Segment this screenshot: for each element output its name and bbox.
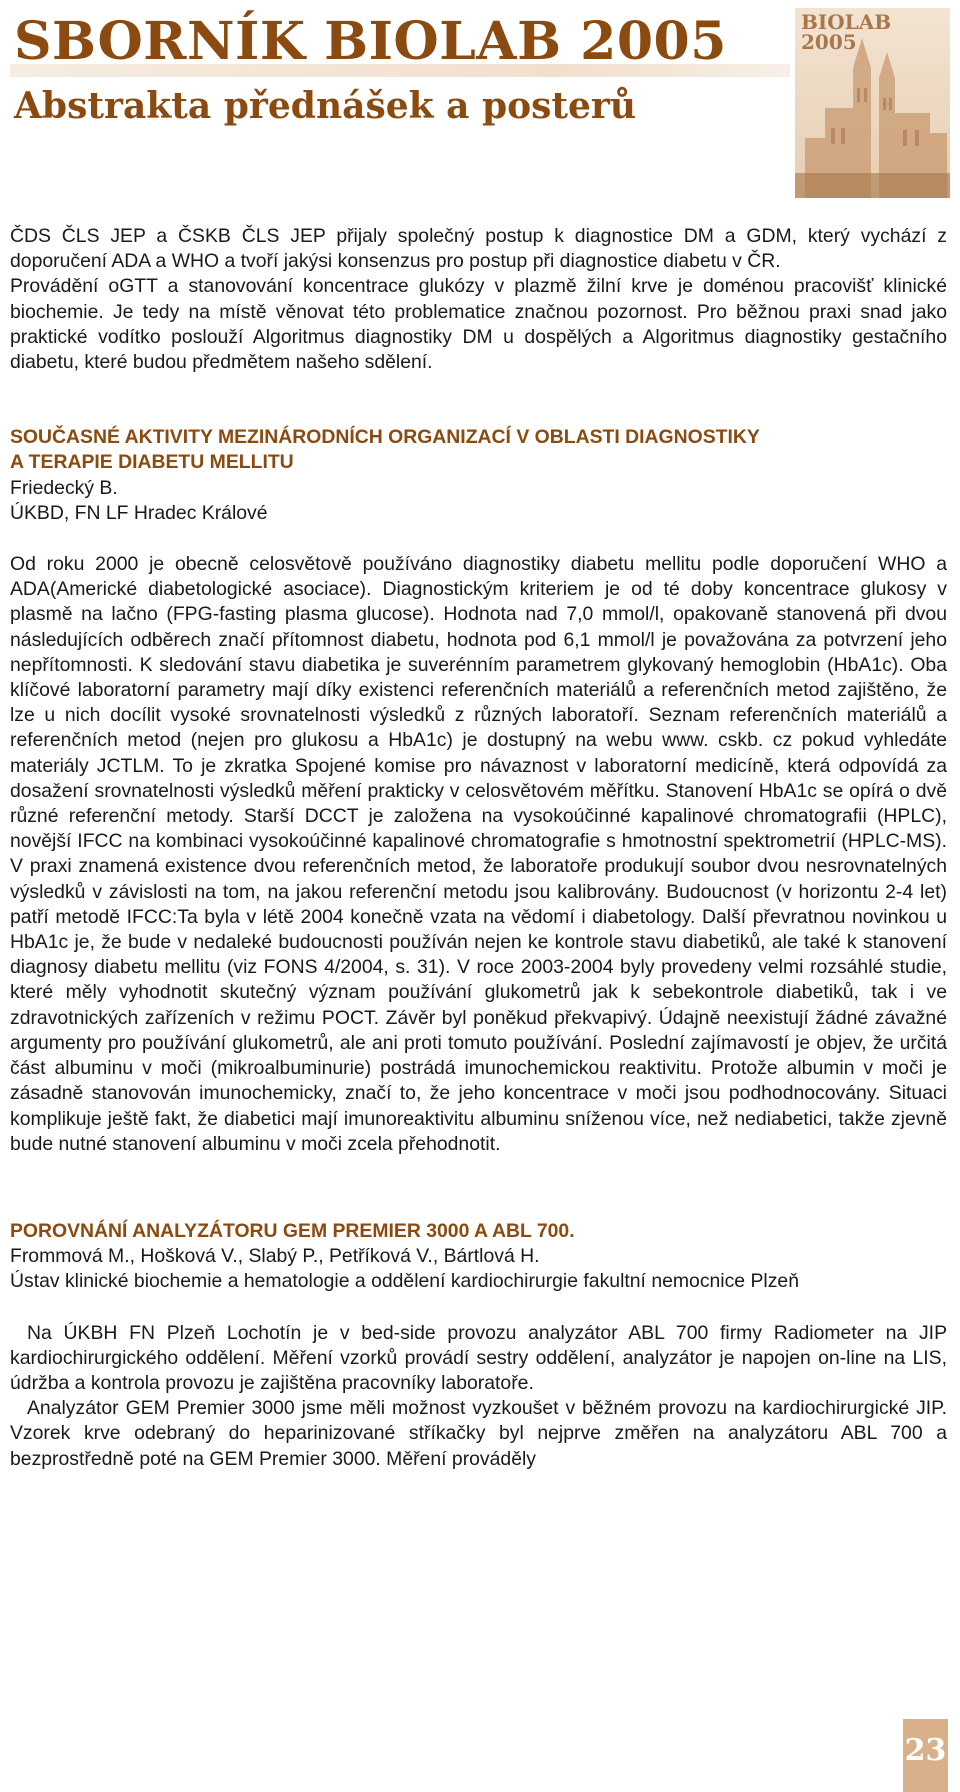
section1-title-line1: SOUČASNÉ AKTIVITY MEZINÁRODNÍCH ORGANIZACÍ V OBLASTI DIAGNOSTIKY: [10, 426, 760, 449]
section2-paragraph-1: Na ÚKBH FN Plzeň Lochotín je v bed-side provozu analyzátor ABL 700 firmy Radiometer na JIP kardiochirurgického oddělení. Měření vzorků provádí sestry oddělení, analyzátor je napojen on-line na LIS, údržba a kontrola provozu je zajištěna pracovníky laboratoře.: [10, 1321, 947, 1394]
section1-title: [10, 425, 947, 475]
page-subtitle: Abstrakta přednášek a posterů: [14, 85, 637, 127]
section2-paragraph-2: Analyzátor GEM Premier 3000 jsme měli možnost vyzkoušet v běžném provozu na kardiochirurgické JIP. Vzorek krve odebraný do heparinizované stříkačky byl nejprve změřen na analyzátoru ABL 700 a bezprostředně poté na GEM Premier 3000. Měření prováděly: [10, 1397, 947, 1470]
section1-affiliation: ÚKBD, FN LF Hradec Králové: [10, 501, 268, 524]
section-spacer: [10, 526, 947, 552]
page-title: SBORNÍK BIOLAB 2005: [14, 11, 727, 72]
page-number-tab: [903, 1719, 948, 1792]
section1-title-line2: A TERAPIE DIABETU MELLITU: [10, 451, 294, 474]
section2-authors: Frommová M., Hošková V., Slabý P., Petříková V., Bártlová H.: [10, 1245, 540, 1268]
section2-title: POROVNÁNÍ ANALYZÁTORU GEM PREMIER 3000 A ABL 700.: [10, 1219, 575, 1242]
intro-paragraph-1: ČDS ČLS JEP a ČSKB ČLS JEP přijaly společný postup k diagnostice DM a GDM, který vychází z doporučení ADA a WHO a tvoří jakýsi konsenzus pro postup při diagnostice diabetu v ČR.: [10, 225, 947, 273]
section-spacer: [10, 375, 947, 425]
section2-affiliation: Ústav klinické biochemie a hematologie a oddělení kardiochirurgie fakultní nemocnice Plzeň: [10, 1270, 799, 1293]
document-body: [10, 224, 947, 1472]
intro-paragraph-2: Provádění oGTT a stanovování koncentrace glukózy v plazmě žilní krve je doménou pracovišť klinické biochemie. Je tedy na místě věnovat této problematice značnou pozornost. Pro běžnou praxi snad jako praktické vodítko poslouží Algoritmus diagnostiky DM u dospělých a Algoritmus diagnostiky gestačního diabetu, které budou předmětem našeho sdělení.: [10, 275, 947, 374]
section1-body: Od roku 2000 je obecně celosvětově používáno diagnostiky diabetu mellitu podle doporučení WHO a ADA(Americké diabetologické asociace). Diagnostickým kriteriem je od té doby koncentrace glukosy v plasmě na lačno (FPG-fasting plasma glucose). Hodnota nad 7,0 mmol/l, opakovaně stanovená při dvou následujících odběrech značí přítomnost diabetu, hodnota pod 6,1 mmol/l je považována za potvrzení jeho nepřítomnosti. K sledování stavu diabetika je suverénním parametrem glykovaný hemoglobin (HbA1c). Oba klíčové laboratorní parametry mají díky existenci referenčních materiálů a referenčních metod zajištěno, že lze u nich docílit vysoké srovnatelnosti výsledků z různých laboratoří. Seznam referenčních materiálů a referenčních metod (nejen pro glukosu a HbA1c) je dostupný na webu www. cskb. cz pokud vyhledáte materiály JCTLM. To je zkratka Spojené komise pro návaznost v laboratorní medicíně, která odpovídá za dosažení srovnatelnosti výsledků měření prakticky v celosvětovém měřítku. Stanovení HbA1c se opírá o dvě různé referenční metody. Starší DCCT je založena na vysokoúčinné kapalinové chromatografii (HPLC), novější IFCC na kombinaci vysokoúčinné kapalinové chromatografie s hmotnostní spektrometrií (HPLC-MS). V praxi znamená existence dvou referenčních metod, že laboratoře produkují soubor dvou nesrovnatelných výsledků v závislosti na tom, na jakou referenční metodu jsou kalibrovány. Budoucnost (v horizontu 2-4 let) patří metodě IFCC:Ta byla v létě 2004 konečně vzata na vědomí i diabetology. Další převratnou novinkou u HbA1c je, že bude v nedaleké budoucnosti používán nejen ke kontrole stavu diabetiků, ale také k stanovení diagnosy diabetu mellitu (viz FONS 4/2004, s. 31). V roce 2003-2004 byly provedeny velmi rozsáhlé studie, které měly vyhodnotit skutečný význam používání glukometrů jak k sebekontrole diabetiků, tak i ve zdravotnických zařízeních v režimu POCT. Závěr byl poněkud překvapivý. Údajně neexistují žádné závažné argumenty pro používání glukometrů, ale ani proti tomuto používání. Poslední zajímavostí je objev, že určitá část albuminu v moči (mikroalbuminurie) postrádá imunochemickou reaktivitu. Protože albumin v moči je zásadně stanovován imunochemicky, značí to, že jeho koncentrace v moči jsou podhodnocovány. Situaci komplikuje ještě fakt, že diabetici mají imunoreaktivitu albuminu sníženou více, než nediabetici, takže zjevně bude nutné stanovení albuminu v moči zcela přehodnotit.: [10, 553, 947, 1155]
section1-authors: Friedecký B.: [10, 476, 118, 499]
biolab-logo-image: [795, 8, 950, 198]
page-header: [0, 0, 960, 200]
section-spacer: [10, 1295, 947, 1321]
section-spacer: [10, 1157, 947, 1219]
logo-text: BIOLAB 2005: [801, 10, 892, 54]
page-number: 23: [904, 1733, 947, 1768]
